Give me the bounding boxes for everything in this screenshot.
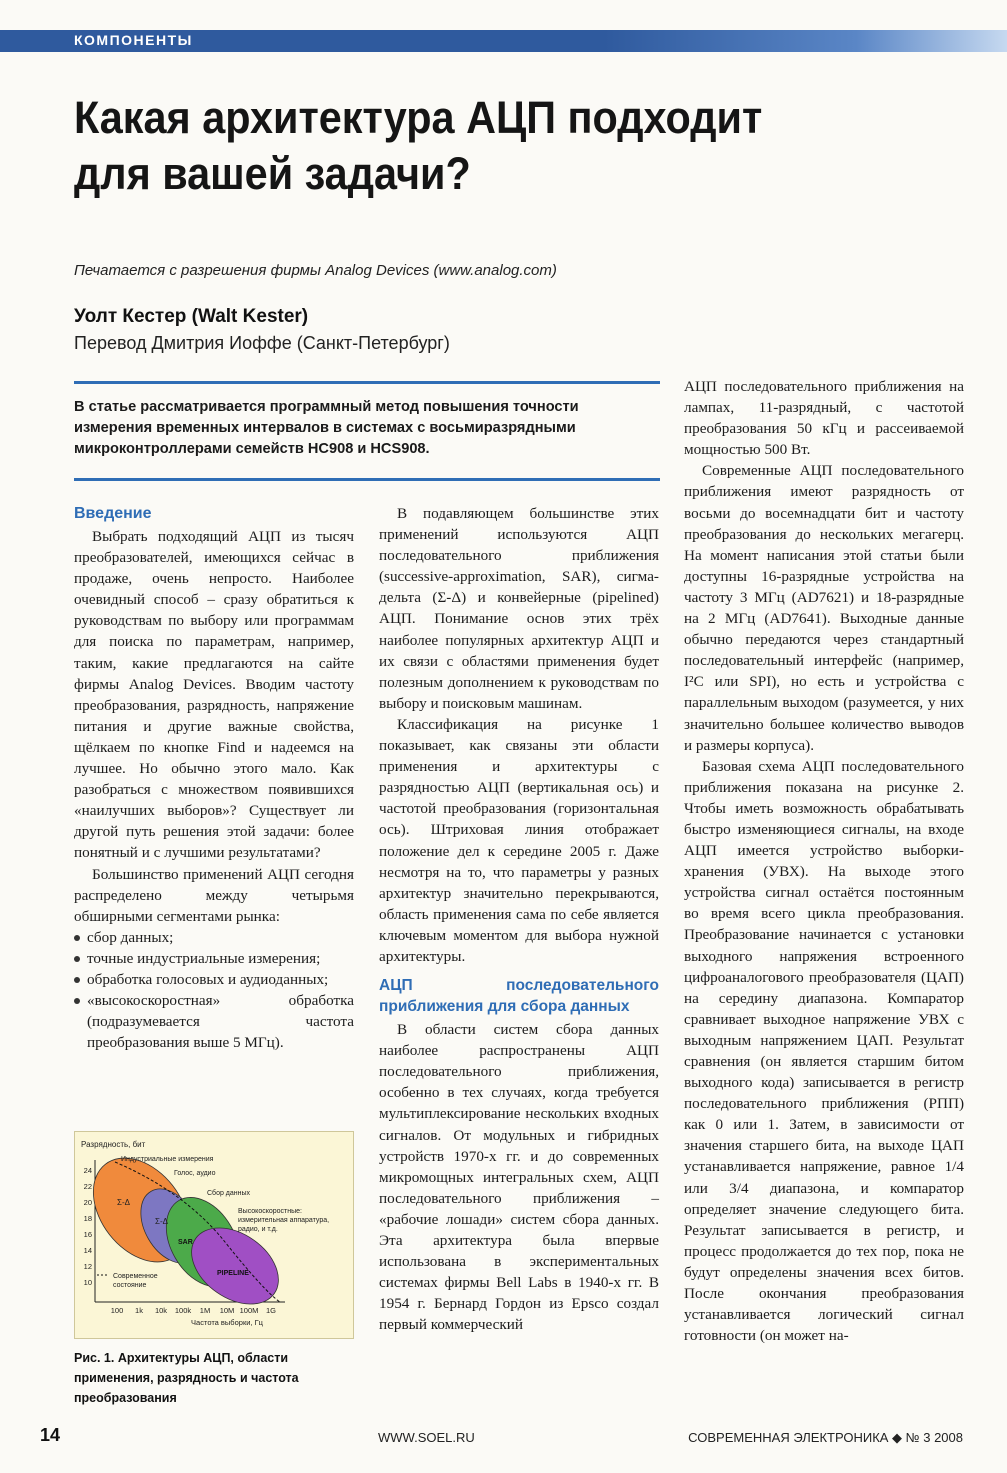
y-tick: 18 — [83, 1214, 92, 1223]
y-tick: 14 — [83, 1246, 92, 1255]
list-item: «высокоскоростная» обработка (подразумевается частота преобразования выше 5 МГц). — [74, 990, 354, 1053]
x-tick: 10M — [219, 1306, 235, 1315]
legend-label: состояние — [113, 1282, 147, 1289]
reprint-notice: Печатается с разрешения фирмы Analog Devices (www.analog.com) — [74, 262, 557, 279]
title-line-1: Какая архитектура АЦП подходит — [74, 92, 763, 143]
annotation: Индустриальные измерения — [121, 1156, 214, 1163]
paragraph: АЦП последовательного приближения на лампах, 11-разрядный, с частотой преобразования 50 кГц и рассеиваемой мощностью 500 Вт. — [684, 378, 964, 459]
column-1 — [74, 503, 354, 1053]
article-title — [74, 90, 884, 202]
figure-caption: Рис. 1. Архитектуры АЦП, области применения, разрядность и частота преобразования — [74, 1351, 299, 1405]
page-number: 14 — [40, 1425, 61, 1445]
x-tick: 1k — [135, 1306, 143, 1315]
y-tick: 22 — [83, 1182, 92, 1191]
region-label: SAR — [178, 1239, 193, 1246]
y-tick: 10 — [83, 1278, 92, 1287]
abstract-rule-top — [74, 381, 660, 384]
column-2 — [379, 503, 659, 1335]
title-line-2: для вашей задачи? — [74, 148, 471, 199]
annotation: Высокоскоростные: — [238, 1208, 302, 1215]
y-tick: 16 — [83, 1230, 92, 1239]
x-tick: 100k — [174, 1306, 192, 1315]
x-tick: 1M — [199, 1306, 211, 1315]
figure-1 — [74, 1131, 354, 1339]
region-label: Σ-Δ — [155, 1217, 168, 1226]
paragraph: В подавляющем большинстве этих применений используются АЦП последовательного приближения (successive-approximation, SAR), сигма-дельта (Σ-Δ) и конвейерные (pipelined) АЦП. Понимание основ этих трёх наиболее популярных архитектур АЦП и их связи с областями применения будет полезным дополнением к руководствам по выбору и поисковым машинам. — [379, 505, 659, 712]
legend-label: Современное — [113, 1273, 158, 1280]
section-heading-intro: Введение — [74, 505, 152, 522]
section-header-bar — [0, 30, 1007, 52]
annotation: Голос, аудио — [174, 1170, 216, 1177]
x-tick: 100M — [239, 1306, 259, 1315]
list-item: точные индустриальные измерения; — [74, 948, 354, 969]
list-item: сбор данных; — [74, 927, 354, 948]
x-axis-label: Частота выборки, Гц — [191, 1318, 263, 1327]
paragraph: Большинство применений АЦП сегодня распределено между четырьмя обширными сегментами рынка: — [74, 865, 354, 925]
region-label: Σ-Δ — [117, 1198, 130, 1207]
abstract-rule-bottom — [74, 478, 660, 481]
adc-architecture-diagram — [75, 1132, 353, 1338]
x-tick: 100 — [110, 1306, 124, 1315]
footer-journal: СОВРЕМЕННАЯ ЭЛЕКТРОНИКА ◆ № 3 2008 — [688, 1430, 963, 1445]
column-3 — [684, 376, 964, 1346]
abstract: В статье рассматривается программный метод повышения точности измерения временных интервалов в системах с восьмиразрядными микроконтроллерами семейств HC908 и HCS908. — [74, 399, 579, 457]
paragraph: В области систем сбора данных наиболее распространены АЦП последовательного приближения, особенно в тех случаях, когда требуется мультиплексирование нескольких входных сигналов. От модульных и гибридных устройств 1970-х гг. и до современных микромощных интегральных схем, АЦП последовательного приближения – «рабочие лошади» систем сбора данных. Эта архитектура была впервые использована в экспериментальных системах фирмы Bell Labs в 1940-х гг. В 1954 г. Бернард Гордон из Epsco создал первый коммерческий — [379, 1021, 659, 1334]
market-segments-list — [74, 927, 354, 1054]
section-heading-sar: АЦП последовательного приближения для сбора данных — [379, 977, 659, 1016]
x-tick: 1G — [265, 1306, 277, 1315]
translator: Перевод Дмитрия Иоффе (Санкт-Петербург) — [74, 333, 450, 353]
annotation: измерительная аппаратура, — [238, 1217, 330, 1224]
paragraph: Классификация на рисунке 1 показывает, как связаны эти области применения и архитектуры с разрядностью АЦП (вертикальная ось) и частотой преобразования (горизонтальная ось). Штриховая линия отображает положение дел к середине 2005 г. Даже несмотря на то, что параметры у разных архитектур значительно перекрываются, область применения сама по себе является ключевым моментом для выбора нужной архитектуры. — [379, 715, 659, 965]
annotation: радио, и т.д. — [238, 1226, 278, 1233]
y-tick: 12 — [83, 1262, 92, 1271]
footer-site: WWW.SOEL.RU — [378, 1430, 475, 1445]
paragraph: Выбрать подходящий АЦП из тысяч преобразователей, имеющихся сейчас в продаже, очень непросто. Наиболее очевидный способ – сразу обратиться к руководствам по выбору или программам для поиска по параметрам, например, таким, какие предлагаются на сайте фирмы Analog Devices. Вводим частоту преобразования, разрядность, напряжение питания и другие важные свойства, щёлкаем по кнопке Find и надеемся на лучшее. Но обычно этого мало. Как разобраться с множеством появившихся «наилучших выборов»? Существует ли другой путь решения этой задачи: более понятный и с лучшими результатами? — [74, 528, 354, 862]
y-axis-label: Разрядность, бит — [81, 1140, 146, 1149]
annotation: Сбор данных — [207, 1190, 251, 1197]
section-label: КОМПОНЕНТЫ — [74, 32, 193, 48]
author: Уолт Кестер (Walt Kester) — [74, 306, 309, 327]
region-label: PIPELINE — [217, 1270, 249, 1277]
list-item: обработка голосовых и аудиоданных; — [74, 969, 354, 990]
y-tick: 20 — [83, 1198, 92, 1207]
x-tick: 10k — [154, 1306, 168, 1315]
paragraph: Современные АЦП последовательного приближения имеют разрядность от восьми до восемнадцати бит и частоту преобразования до нескольких мегагерц. На момент написания этой статьи были доступны 16-разрядные устройства на частоту 3 МГц (AD7621) и 18-разрядные на 2 МГц (AD7641). Выходные данные обычно передаются через стандартный последовательный интерфейс (например, I²C или SPI), но есть и устройства с параллельным выходом (разумеется, у них значительно большее количество выводов и размеры корпуса). — [684, 462, 964, 754]
paragraph: Базовая схема АЦП последовательного приближения показана на рисунке 2. Чтобы иметь возможность обрабатывать быстро изменяющиеся сигналы, на входе АЦП имеется устройство выборки-хранения (УВХ). На выходе этого устройства сигнал остаётся постоянным во время всего цикла преобразования. Преобразование начинается с установки выходного напряжения встроенного цифроаналогового преобразователя (ЦАП) на середину диапазона. Компаратор сравнивает выходное напряжение УВХ с выходным напряжением ЦАП. Результат сравнения (он является старшим битом выходного кода) записывается в регистр последовательного приближения (РПП) как 0 или 1. Затем, в зависимости от значения старшего бита, на выходе ЦАП устанавливается напряжение, равное 1/4 или 3/4 диапазона, и компаратор определяет значение следующего бита. Результат записывается в регистр, и процесс продолжается до тех пор, пока не будут определены значения всех битов. После окончания преобразования устанавливается логический сигнал готовности (он может на- — [684, 757, 964, 1345]
y-tick: 24 — [83, 1166, 92, 1175]
